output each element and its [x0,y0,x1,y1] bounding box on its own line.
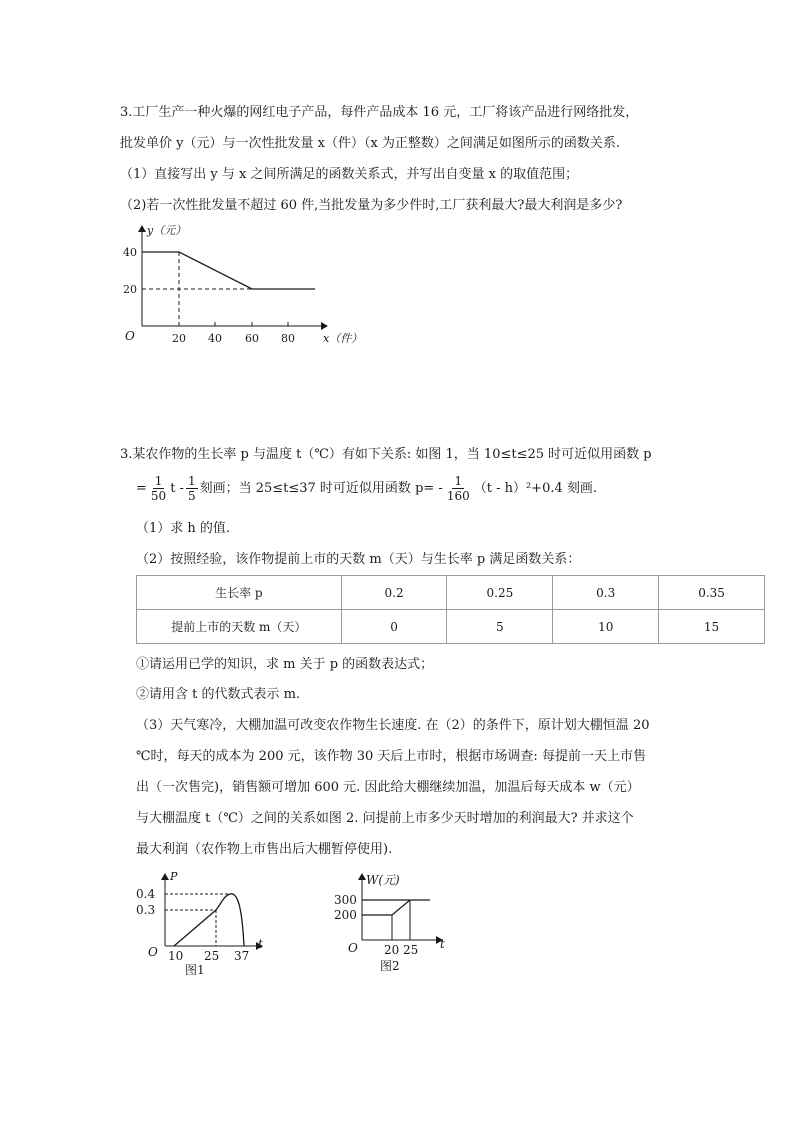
y-tick-label-03: 0.3 [136,903,156,917]
q1-stem-line2: 批发单价 y（元）与一次性批发量 x（件）（x 为正整数）之间满足如图所示的函数关系. [120,136,621,151]
x-tick-label-60: 60 [245,332,259,345]
y-tick-label-04: 0.4 [136,887,156,901]
figure-caption: 图2 [380,959,400,973]
fraction-1-50 [149,474,168,503]
table-row [137,610,765,644]
growth-table [136,575,765,644]
y-axis-label: W(元) [366,873,400,887]
x-axis-label: t [440,937,445,951]
fraction-numerator: 1 [187,474,196,488]
q2-text-t-minus: t - [170,480,184,496]
q2-part3-line2: ℃时，每天的成本为 200 元，该作物 30 天后上市时，根据市场调查: 每提前一天上市售 [136,749,646,764]
fraction-1-160 [445,474,472,503]
x-axis-label: t [258,937,263,951]
x-tick-label-10: 10 [168,949,184,963]
q2-part3-line5: 最大利润（农作物上市售出后大棚暂停使用). [136,842,393,857]
y-tick-label-20: 20 [123,283,137,296]
table-cell: 0 [341,610,447,644]
function-line [142,252,315,289]
table-cell: 提前上市的天数 m（天） [137,610,342,644]
q2-part1: （1）求 h 的值. [136,521,231,536]
table-cell: 0.25 [447,576,553,610]
fraction-denominator: 160 [446,489,470,503]
origin-label: O [348,941,358,955]
y-axis-label: y（元） [147,224,187,237]
table-cell: 0.3 [553,576,659,610]
x-axis-label: x（件） [323,332,363,345]
table-row [137,576,765,610]
growth-curve [174,894,244,946]
q2-stem-line2 [136,474,597,503]
y-tick-label-40: 40 [123,246,137,259]
fraction-denominator: 5 [187,489,196,503]
q1-graph [115,218,363,348]
q2-sub1: ①请运用已学的知识，求 m 关于 p 的函数表达式； [136,657,434,672]
x-tick-label-40: 40 [208,332,222,345]
q2-part3-line1: （3）天气寒冷，大棚加温可改变农作物生长速度. 在（2）的条件下，原计划大棚恒温 20 [136,718,650,733]
table-cell: 5 [447,610,553,644]
q2-sub2: ②请用含 t 的代数式表示 m. [136,687,301,702]
table-cell: 生长率 p [137,576,342,610]
q2-part3-line4: 与大棚温度 t（℃）之间的关系如图 2. 问提前上市多少天时增加的利润最大? 并求这个 [136,811,634,826]
q1-part2: （2)若一次性批发量不超过 60 件,当批发量为多少件时,工厂获利最大?最大利润是多少? [120,198,623,213]
x-tick-label-25: 25 [204,949,220,963]
fraction-denominator: 50 [150,489,167,503]
y-tick-label-200: 200 [334,908,357,922]
x-tick-label-20: 20 [172,332,186,345]
q1-part1: （1）直接写出 y 与 x 之间所满足的函数关系式，并写出自变量 x 的取值范围； [120,167,579,182]
q2-equals: = [136,480,147,496]
table-cell: 15 [659,610,765,644]
y-tick-label-300: 300 [334,893,357,907]
table-cell: 0.35 [659,576,765,610]
q1-stem-line1: 3.工厂生产一种火爆的网红电子产品，每件产品成本 16 元，工厂将该产品进行网络批发， [120,105,639,120]
q2-part3-line3: 出（一次售完)，销售额可增加 600 元. 因此给大棚继续加温，加温后每天成本 w（元） [136,780,640,795]
origin-label: O [125,329,135,343]
table-cell: 0.2 [341,576,447,610]
figure-2 [330,868,460,978]
q2-part2: （2）按照经验，该作物提前上市的天数 m（天）与生长率 p 满足函数关系： [136,552,581,567]
q2-text-mid: 刻画；当 25≤t≤37 时可近似用函数 p= - [199,480,443,496]
figure-1 [130,868,280,978]
fraction-numerator: 1 [154,474,163,488]
q2-text-suffix: （t - h）²+0.4 刻画. [473,480,598,496]
cost-line-rise [392,900,410,915]
x-tick-label-80: 80 [281,332,295,345]
fraction-numerator: 1 [454,474,463,488]
origin-label: O [148,945,158,959]
q2-stem-line1: 3.某农作物的生长率 p 与温度 t（℃）有如下关系: 如图 1，当 10≤t≤25 时可近似用函数 p [120,447,652,462]
table-cell: 10 [553,610,659,644]
fraction-1-5 [186,474,198,503]
x-tick-label-20: 20 [384,943,400,957]
y-axis-label: P [170,870,178,883]
x-tick-label-25: 25 [403,943,419,957]
figure-caption: 图1 [185,963,205,977]
x-tick-label-37: 37 [234,949,250,963]
